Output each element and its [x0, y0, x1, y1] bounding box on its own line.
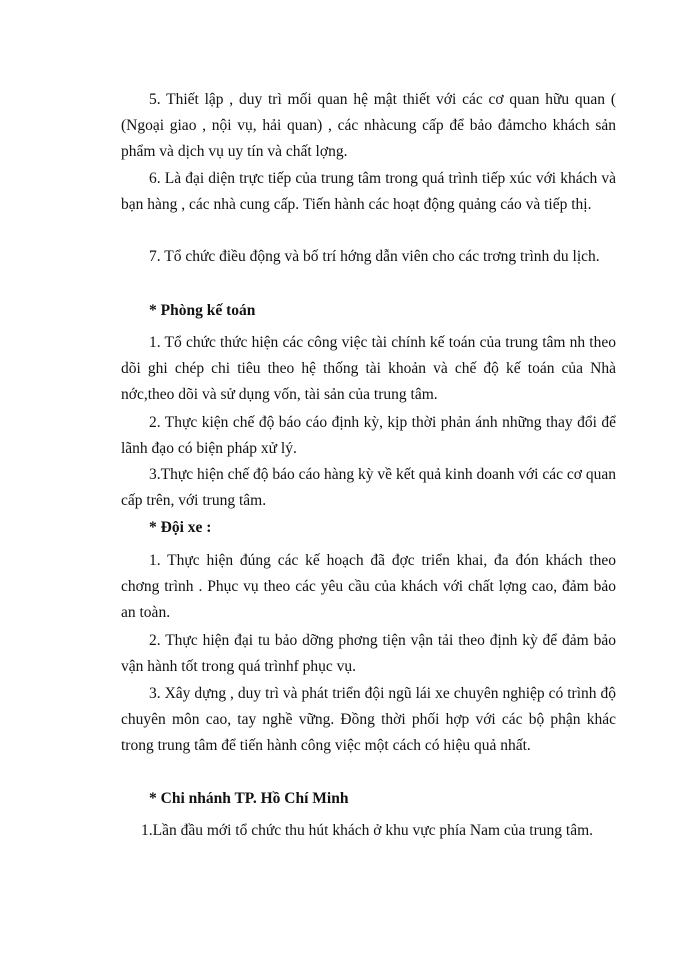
- heading-accounting: * Phòng kế toán: [149, 302, 256, 319]
- fleet-item-2: 2. Thực hiện đại tu bảo dỡng phơng tiện vận tải theo định kỳ để đảm bảo vận hành tốt trong quá trìnhf phục vụ.: [121, 632, 616, 675]
- branch-item-1: 1.Lần đầu mới tổ chức thu hút khách ở khu vực phía Nam của trung tâm.: [141, 822, 594, 839]
- paragraph-item-6: 6. Là đại diện trực tiếp của trung tâm trong quá trình tiếp xúc với khách và bạn hàng , các nhà cung cấp. Tiến hành các hoạt động quảng cáo và tiếp thị.: [121, 170, 616, 213]
- paragraph-item-7: 7. Tổ chức điều động và bố trí hớng dẫn viên cho các trơng trình du lịch.: [149, 248, 600, 265]
- accounting-item-1: 1. Tổ chức thức hiện các công việc tài chính kế toán của trung tâm nh theo dõi ghi chép chi tiêu theo hệ thống tài khoản và chế độ kế toán của Nhà nớc,theo dõi và sử dụng vốn, tài sản của trung tâm.: [121, 334, 616, 403]
- fleet-item-1: 1. Thực hiện đúng các kế hoạch đã đợc triển khai, đa đón khách theo chơng trình . Phục vụ theo các yêu cầu của khách với chất lợng cao, đảm bảo an toàn.: [121, 552, 616, 621]
- accounting-item-2: 2. Thực kiện chế độ báo cáo định kỳ, kịp thời phản ánh những thay đổi để lãnh đạo có biện pháp xử lý.: [121, 414, 616, 457]
- fleet-item-3: 3. Xây dựng , duy trì và phát triển đội ngũ lái xe chuyên nghiệp có trình độ chuyên môn cao, tay nghề vững. Đồng thời phối hợp với các bộ phận khác trong trung tâm để tiến hành công việc một cách có hiệu quả nhất.: [121, 685, 616, 754]
- heading-fleet: * Đội xe :: [149, 519, 212, 536]
- heading-branch: * Chi nhánh TP. Hồ Chí Minh: [149, 790, 349, 807]
- paragraph-item-5: 5. Thiết lập , duy trì mối quan hệ mật thiết với các cơ quan hữu quan ( (Ngoại giao , nội vụ, hải quan) , các nhàcung cấp để bảo đảmcho khách sản phẩm và dịch vụ uy tín và chất lợng.: [121, 91, 616, 160]
- accounting-item-3: 3.Thực hiện chế độ báo cáo hàng kỳ về kết quả kinh doanh với các cơ quan cấp trên, với trung tâm.: [121, 466, 616, 509]
